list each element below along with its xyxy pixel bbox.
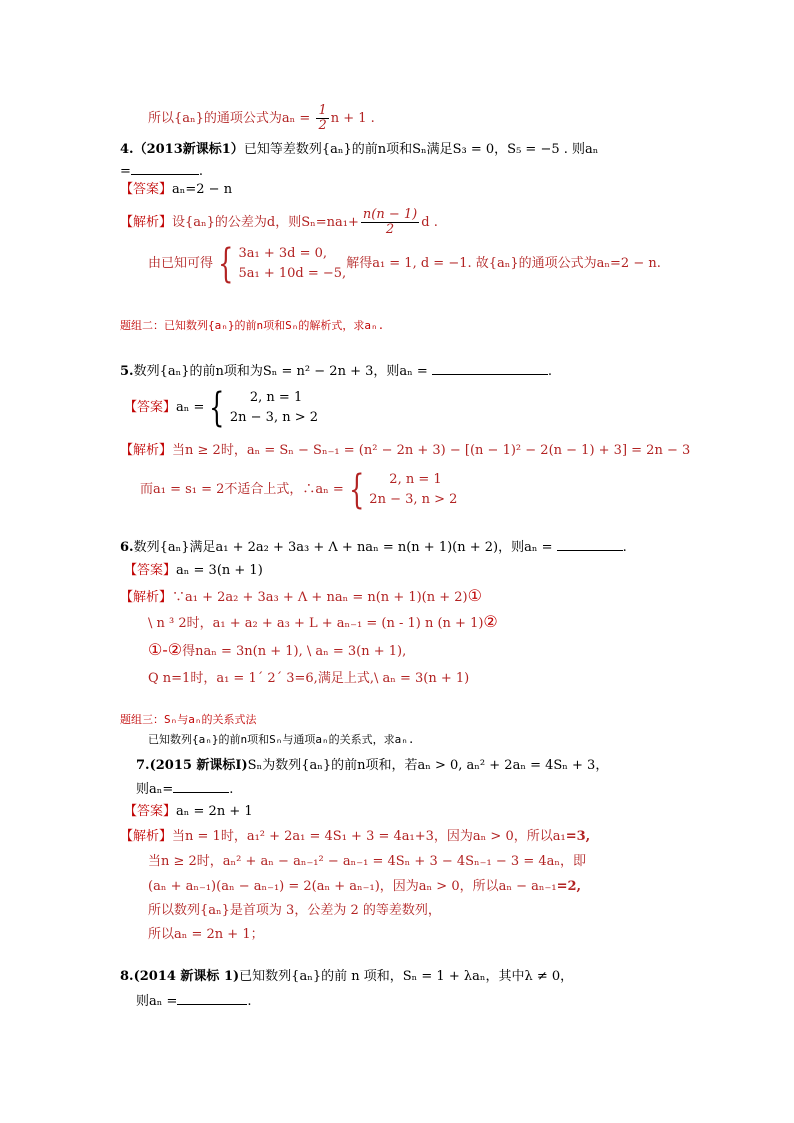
q8-question (120, 969, 573, 985)
q5-more (140, 467, 458, 513)
group3-heading: 题组三：Sₙ与aₙ的关系式法 (120, 713, 257, 726)
q7-tail: . (229, 782, 234, 797)
fraction-den: 2 (385, 222, 395, 237)
q6-analysis-text: ∵a₁ + 2a₂ + 3a₃ + Λ + naₙ = n(n + 1)(n + 2) (172, 590, 468, 605)
q5-answer-blank[interactable] (432, 362, 548, 375)
q7-step3-red: =2, (556, 879, 582, 894)
q4-tail: . (198, 164, 204, 179)
q7-source: (2015 新课标Ⅰ) (149, 758, 248, 773)
q7-analysis-red: =3, (565, 829, 591, 844)
analysis-tag: 【解析】 (120, 443, 173, 458)
analysis-tag: 【解析】 (120, 215, 173, 230)
analysis-tag: 【解析】 (120, 829, 173, 844)
q6-analysis (120, 588, 482, 606)
case-row: 3a₁ + 3d = 0, (238, 246, 328, 261)
q7-answer-line (136, 780, 233, 798)
q4-analysis (120, 208, 438, 237)
circled-two-mark: ② (483, 612, 498, 631)
fraction (316, 104, 328, 133)
fraction-den: 2 (318, 118, 327, 133)
q6-step4: Q n=1时，a₁ = 1´ 2´ 3=6,满足上式,\ aₙ = 3(n + 1) (148, 671, 470, 686)
q7-step5: 所以aₙ = 2n + 1； (148, 927, 264, 942)
q7-answer-blank[interactable] (173, 780, 229, 793)
q4-body: 已知等差数列{aₙ}的前n项和Sₙ满足S₃ = 0，S₅ = −5 . 则aₙ (243, 142, 599, 157)
q4-analysis-text: 设{aₙ}的公差为d，则Sₙ=na₁+ (172, 215, 359, 230)
q4-answer-text: aₙ=2 − n (172, 182, 233, 197)
cases (369, 470, 457, 510)
q6-question (120, 538, 627, 556)
q3-conclusion (148, 104, 375, 133)
q4-answer-line (120, 162, 203, 180)
q3-conclusion-tail: n + 1 . (330, 111, 375, 126)
q7-question (136, 758, 608, 774)
q7-number: 7. (136, 758, 150, 773)
q7-answer (124, 804, 253, 820)
q8-source: (2014 新课标 1) (133, 969, 240, 984)
q6-answer-text: aₙ = 3(n + 1) (176, 563, 263, 578)
q6-tail: . (622, 540, 627, 555)
case-row: 2n − 3, n > 2 (369, 492, 458, 507)
q4-answer-blank[interactable] (131, 162, 199, 175)
left-brace: { (218, 241, 234, 287)
q7-step2: 当n ≥ 2时，aₙ² + aₙ − aₙ₋₁² − aₙ₋₁ = 4Sₙ + 3 − 4Sₙ₋₁ − 3 = 4aₙ，即 (148, 854, 586, 869)
analysis-tag: 【解析】 (120, 590, 173, 605)
q4-number: 4. (120, 142, 134, 157)
group3-description: 已知数列{aₙ}的前n项和Sₙ与通项aₙ的关系式，求aₙ. (148, 733, 415, 746)
q4-system-lead: 由已知可得 (148, 256, 214, 271)
q8-tail: . (247, 994, 252, 1009)
q5-answer-cases (124, 385, 319, 431)
case-row: 5a₁ + 10d = −5, (238, 266, 347, 281)
answer-tag: 【答案】 (124, 804, 177, 819)
case-row: 2, n = 1 (389, 472, 442, 487)
q5-more-cases (140, 467, 458, 513)
q7-step3 (148, 879, 581, 895)
answer-tag: 【答案】 (120, 182, 173, 197)
q6-step3-text: 得naₙ = 3n(n + 1), \ aₙ = 3(n + 1), (182, 644, 407, 659)
cases (238, 244, 346, 284)
q8-body: 已知数列{aₙ}的前 n 项和，Sₙ = 1 + λaₙ，其中λ ≠ 0， (239, 969, 574, 984)
q7-step4: 所以数列{aₙ}是首项为 3，公差为 2 的等差数列， (148, 903, 441, 918)
case-row: 2n − 3, n > 2 (229, 410, 319, 425)
cases (230, 388, 318, 428)
q6-body: 数列{aₙ}满足a₁ + 2a₂ + 3a₃ + Λ + naₙ = n(n + 1)(n + 2)，则aₙ = (133, 540, 557, 555)
q6-answer (124, 563, 263, 579)
case-row: 2, n = 1 (249, 390, 303, 405)
q4-question (120, 142, 598, 158)
left-brace: { (348, 467, 365, 513)
q8-line2: 则aₙ = (136, 994, 178, 1009)
q8-number: 8. (120, 969, 134, 984)
q6-step2-text: \ n ³ 2时，a₁ + a₂ + a₃ + L + aₙ₋₁ = (n - 1) n (n + 1) (148, 616, 484, 631)
q5-body: 数列{aₙ}的前n项和为Sₙ = n² − 2n + 3，则aₙ = (133, 364, 432, 379)
q5-tail: . (547, 364, 553, 379)
q4-analysis-tail: d . (421, 215, 438, 230)
q5-number: 5. (120, 364, 134, 379)
q6-step3 (148, 642, 406, 660)
q5-analysis-text: 当n ≥ 2时，aₙ = Sₙ − Sₙ₋₁ = (n² − 2n + 3) − [(n − 1)² − 2(n − 1) + 3] = 2n − 3 (172, 443, 691, 458)
answer-tag: 【答案】 (124, 400, 177, 415)
q4-equals: = (120, 164, 131, 179)
q5-answer (124, 385, 319, 431)
q4-answer (120, 182, 232, 198)
circled-one-mark: ① (467, 586, 482, 605)
left-brace: { (209, 385, 225, 431)
q5-more-text: 而a₁ = s₁ = 2不适合上式，∴aₙ = (140, 482, 344, 497)
q5-analysis (120, 443, 690, 459)
q6-number: 6. (120, 540, 134, 555)
q4-system-tail: 解得a₁ = 1, d = −1. 故{aₙ}的通项公式为aₙ=2 − n. (346, 256, 661, 271)
q6-step2 (148, 614, 498, 632)
q7-step3-text: (aₙ + aₙ₋₁)(aₙ − aₙ₋₁) = 2(aₙ + aₙ₋₁)，因为aₙ > 0，所以aₙ − aₙ₋₁ (148, 879, 557, 894)
q5-question (120, 362, 552, 380)
q7-line2: 则aₙ= (136, 782, 174, 797)
q4-source: （2013新课标1） (133, 142, 244, 157)
fraction (361, 208, 419, 237)
q5-answer-lead: aₙ = (176, 400, 205, 415)
q8-answer-line (136, 992, 252, 1010)
fraction-num: 1 (318, 103, 327, 118)
q8-answer-blank[interactable] (177, 992, 247, 1005)
q7-answer-text: aₙ = 2n + 1 (176, 804, 253, 819)
q6-answer-blank[interactable] (557, 538, 623, 551)
q3-conclusion-text: 所以{aₙ}的通项公式为aₙ = (148, 111, 315, 126)
equation-system (148, 241, 661, 287)
q7-analysis-text: 当n = 1时，a₁² + 2a₁ = 4S₁ + 3 = 4a₁+3，因为aₙ > 0，所以a₁ (172, 829, 566, 844)
circled-one-minus-two: ①-② (148, 640, 183, 659)
answer-tag: 【答案】 (124, 563, 177, 578)
fraction-num: n(n − 1) (362, 207, 418, 222)
group2-heading: 题组二：已知数列{aₙ}的前n项和Sₙ的解析式，求aₙ. (120, 319, 385, 332)
q7-analysis (120, 829, 590, 845)
q7-body: Sₙ为数列{aₙ}的前n项和，若aₙ > 0, aₙ² + 2aₙ = 4Sₙ + 3， (247, 758, 609, 773)
q4-system (148, 241, 661, 287)
